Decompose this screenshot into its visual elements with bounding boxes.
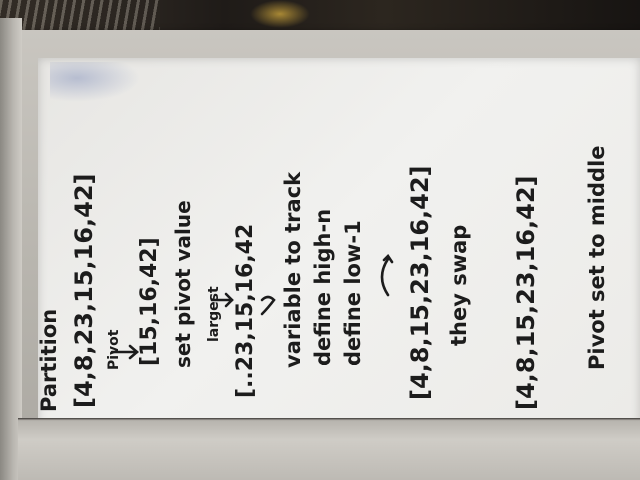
line-define-high: define high-n bbox=[311, 208, 335, 366]
line-define-low: define low-1 bbox=[341, 220, 365, 366]
line-largest: largest bbox=[206, 286, 222, 342]
line-pivot-label: Pivot bbox=[106, 329, 122, 370]
line-pivot-set-to-middle: Pivot set to middle bbox=[585, 145, 609, 370]
line-they-swap: they swap bbox=[447, 224, 471, 346]
line-set-pivot-value: set pivot value bbox=[171, 200, 195, 368]
line-final-array: [4,8,15,23,16,42] bbox=[512, 175, 540, 410]
line-initial-array: [4,8,23,15,16,42] bbox=[70, 173, 98, 408]
line-variable-to-track: variable to track bbox=[281, 171, 305, 368]
title-partition: Partition bbox=[37, 308, 61, 412]
line-swap-array: [4,8,15,23,16,42] bbox=[406, 165, 434, 400]
swap-arc bbox=[382, 259, 388, 295]
whiteboard-bottom-rail bbox=[18, 418, 640, 480]
line-subarray: [15,16,42] bbox=[137, 237, 162, 366]
squiggle-under-16 bbox=[262, 297, 274, 314]
line-partial-array: [..23,15,16,42 bbox=[233, 223, 258, 398]
